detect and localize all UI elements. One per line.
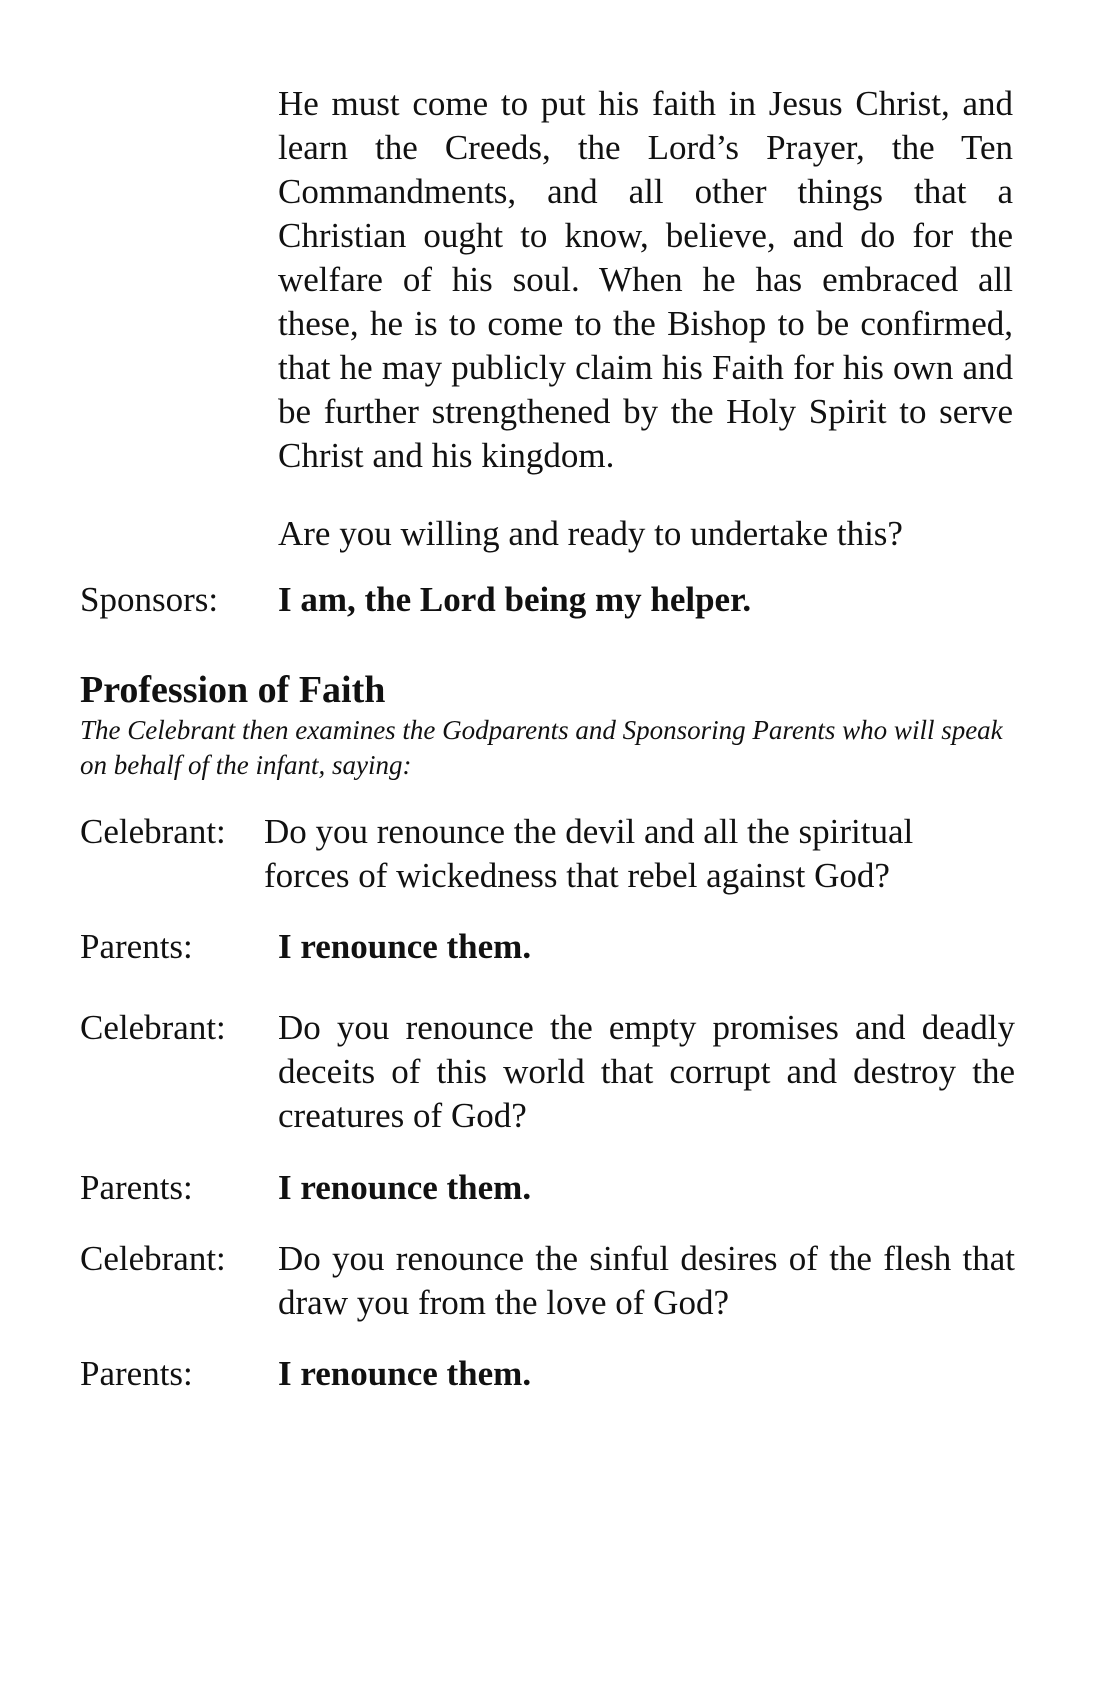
speaker-label: Celebrant: <box>80 812 226 851</box>
celebrant-question: Do you renounce the empty promises and deadly deceits of this world that corrupt and destroy the creatures of God? <box>278 1008 1015 1135</box>
speaker-label: Celebrant: <box>80 1239 226 1278</box>
undertake-question: Are you willing and ready to undertake this? <box>278 514 903 553</box>
section-rubric: The Celebrant then examines the Godparents and Sponsoring Parents who will speak on behalf of the infant, saying: <box>80 715 1003 780</box>
speaker-label: Sponsors: <box>80 580 219 619</box>
speaker-label: Celebrant: <box>80 1008 226 1047</box>
parents-response: I renounce them. <box>278 1354 532 1393</box>
celebrant-question: Do you renounce the sinful desires of the flesh that draw you from the love of God? <box>278 1239 1015 1322</box>
parents-response: I renounce them. <box>278 927 532 966</box>
section-heading: Profession of Faith <box>80 669 386 711</box>
response-text: I am, the Lord being my helper. <box>278 580 752 619</box>
celebrant-question: Do you renounce the devil and all the spiritual forces of wickedness that rebel against God? <box>264 812 914 895</box>
intro-paragraph: He must come to put his faith in Jesus Christ, and learn the Creeds, the Lord’s Prayer, the Ten Commandments, and all other things that a Christian ought to know, believe, and do for the welfare of his soul. When he has embraced all these, he is to come to the Bishop to be confirmed, that he may publicly claim his Faith for his own and be further strengthened by the Holy Spirit to serve Christ and his kingdom. <box>278 84 1013 475</box>
speaker-label: Parents: <box>80 1354 193 1393</box>
parents-response: I renounce them. <box>278 1168 532 1207</box>
speaker-label: Parents: <box>80 927 193 966</box>
speaker-label: Parents: <box>80 1168 193 1207</box>
